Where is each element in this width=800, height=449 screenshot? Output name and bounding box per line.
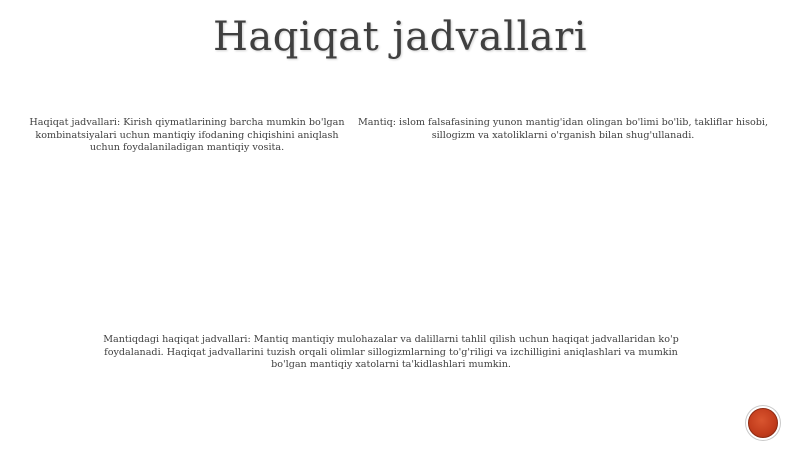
truth-tables-in-logic-text: Mantiqdagi haqiqat jadvallari: Mantiq mantiqiy mulohazalar va dalillarni tahlil qilish uchun haqiqat jadvallaridan ko'p foydalanadi. Haqiqat jadvallarini tuzish orqali olimlar sillogizmlarning to'g'riligi va izchilligini aniqlashlari va mumkin bo'lgan mantiqiy xatolarni ta'kidlashlari mumkin. [103, 334, 679, 370]
slide-title: Haqiqat jadvallari [212, 14, 588, 60]
next-slide-button[interactable] [748, 408, 778, 438]
logic-definition-text: Mantiq: islom falsafasining yunon mantig'idan olingan bo'limi bo'lib, takliflar hisobi, sillogizm va xatoliklarni o'rganish bilan shug'ullanadi. [357, 117, 769, 141]
truth-tables-definition-text: Haqiqat jadvallari: Kirish qiymatlarining barcha mumkin bo'lgan kombinatsiyalari uchun mantiqiy ifodaning chiqishini aniqlash uchun foydalaniladigan mantiqiy vosita. [29, 117, 345, 153]
